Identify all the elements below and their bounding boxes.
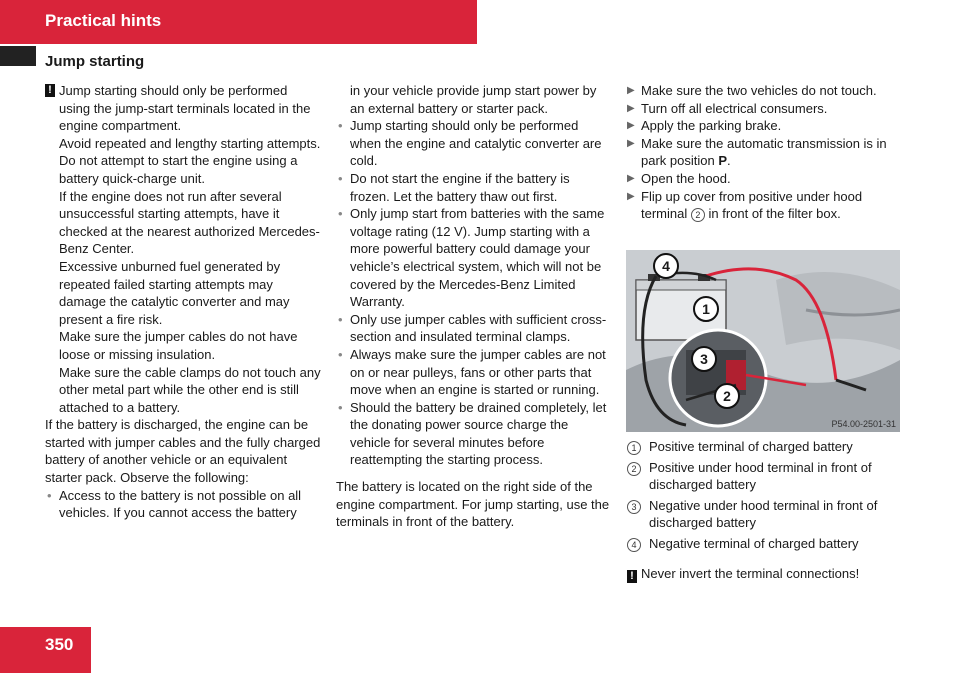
legend-item [627, 497, 903, 532]
step-text: Open the hood. [641, 170, 731, 186]
step-text: Apply the parking brake. [641, 118, 782, 134]
legend-number: 2 [627, 462, 641, 476]
bullet-icon: • [338, 206, 343, 222]
bullet-text: Do not start the engine if the battery is frozen. Let the battery thaw out first. [350, 170, 570, 204]
page-number-box [0, 627, 91, 673]
column-2 [336, 82, 610, 531]
legend-number: 4 [627, 538, 641, 552]
legend-text: Positive terminal of charged battery [649, 439, 853, 454]
step-item [627, 188, 903, 223]
bullet-text: Always make sure the jumper cables are not on or near pulleys, fans or other parts that move when an engine is started or running. [350, 346, 606, 398]
legend-item [627, 459, 903, 494]
arrow-icon: ▶ [627, 172, 635, 184]
warning-paragraph [45, 82, 321, 135]
column-3 [627, 82, 903, 223]
legend-item [627, 535, 903, 553]
legend-number: 3 [627, 500, 641, 514]
column-1 [45, 82, 321, 522]
callout-3: 3 [691, 346, 717, 372]
bullet-text: Only use jumper cables with sufficient cross-section and insulated terminal clamps. [350, 311, 607, 345]
step-item [627, 135, 903, 170]
legend-item [627, 438, 903, 456]
arrow-icon: ▶ [627, 85, 635, 96]
step-text-end: in front of the filter box. [704, 206, 841, 222]
paragraph: Make sure the jumper cables do not have loose or missing insulation. [59, 329, 298, 362]
closing-paragraph: The battery is located on the right side of the engine compartment. For jump starting, use the terminals in front of the battery. [336, 479, 610, 530]
paragraph: Excessive unburned fuel generated by repeated failed starting attempts may damage the catalytic converter and may present a fire risk. [59, 258, 290, 327]
warning-text: Jump starting should only be performed using the jump-start terminals located in the engine compartment. [59, 83, 311, 134]
paragraph: Avoid repeated and lengthy starting attempts. [59, 135, 321, 151]
park-position: P [718, 153, 727, 169]
step-item [627, 170, 903, 188]
bullet-icon: • [338, 118, 343, 134]
figure-legend [627, 438, 903, 583]
step-item [627, 82, 903, 100]
paragraph: Do not attempt to start the engine using a battery quick-charge unit. [59, 153, 298, 186]
bullet-icon: • [338, 311, 343, 327]
step-text: Flip up cover from positive under hood terminal [641, 188, 863, 222]
arrow-icon: ▶ [627, 190, 635, 202]
bullet-text: Access to the battery is not possible on all vehicles. If you cannot access the battery [59, 487, 302, 521]
bullet-text: Jump starting should only be performed when the engine and catalytic converter are cold. [350, 118, 602, 169]
section-title: Jump starting [45, 53, 145, 70]
step-text: Turn off all electrical consumers. [641, 100, 828, 116]
callout-2: 2 [714, 383, 740, 409]
bullet-icon: • [338, 170, 343, 186]
bullet-item [336, 205, 610, 311]
bullet-text: Should the battery be drained completely, let the donating power source charge the vehicle for several minutes before reattempting the starting process. [350, 399, 607, 468]
paragraph: If the engine does not run after several unsuccessful starting attempts, have it checked at the nearest authorized Mercedes-Benz Center. [59, 188, 320, 257]
paragraph: Make sure the cable clamps do not touch any other metal part while the other end is still attached to a battery. [59, 364, 321, 415]
bullet-item [336, 170, 610, 205]
legend-text: Positive under hood terminal in front of discharged battery [649, 459, 872, 493]
step-text-end: . [727, 153, 731, 169]
section-marker [0, 46, 36, 66]
callout-4: 4 [653, 253, 679, 279]
arrow-icon: ▶ [627, 102, 635, 114]
warning-icon: ! [45, 84, 55, 97]
jump-start-figure [626, 250, 900, 432]
figure-code: P54.00-2501-31 [831, 419, 896, 429]
bullet-icon: • [338, 346, 343, 362]
bullet-item [336, 346, 610, 399]
step-text: Make sure the two vehicles do not touch. [641, 83, 877, 98]
intro-paragraph: If the battery is discharged, the engine can be started with jumper cables and the fully charged battery of another vehicle or an equivalent starter pack. Observe the following: [45, 417, 321, 486]
step-item [627, 117, 903, 135]
bullet-item [336, 399, 610, 469]
bullet-continuation: in your vehicle provide jump start power by an external battery or starter pack. [350, 83, 597, 116]
chapter-header [0, 0, 477, 44]
step-text: Make sure the automatic transmission is in park position [641, 135, 887, 169]
warning-note [627, 565, 903, 583]
bullet-item [336, 117, 610, 170]
chapter-title: Practical hints [45, 11, 162, 30]
bullet-icon: • [47, 487, 52, 503]
step-item [627, 100, 903, 118]
warning-icon: ! [627, 570, 637, 583]
callout-ref: 2 [691, 208, 705, 222]
arrow-icon: ▶ [627, 137, 635, 149]
page-number: 350 [45, 635, 74, 654]
bullet-item [45, 487, 321, 522]
arrow-icon: ▶ [627, 120, 635, 132]
callout-1: 1 [693, 296, 719, 322]
legend-number: 1 [627, 441, 641, 455]
legend-text: Negative under hood terminal in front of discharged battery [649, 497, 878, 531]
bullet-text: Only jump start from batteries with the same voltage rating (12 V). Jump starting with a more powerful battery could damage your vehicle’s electrical system, which will not be covered by the Mercedes-Benz Limited Warranty. [350, 206, 605, 310]
warning-text: Never invert the terminal connections! [641, 565, 860, 581]
bullet-icon: • [338, 399, 343, 415]
bullet-item [336, 311, 610, 346]
legend-text: Negative terminal of charged battery [649, 535, 859, 551]
